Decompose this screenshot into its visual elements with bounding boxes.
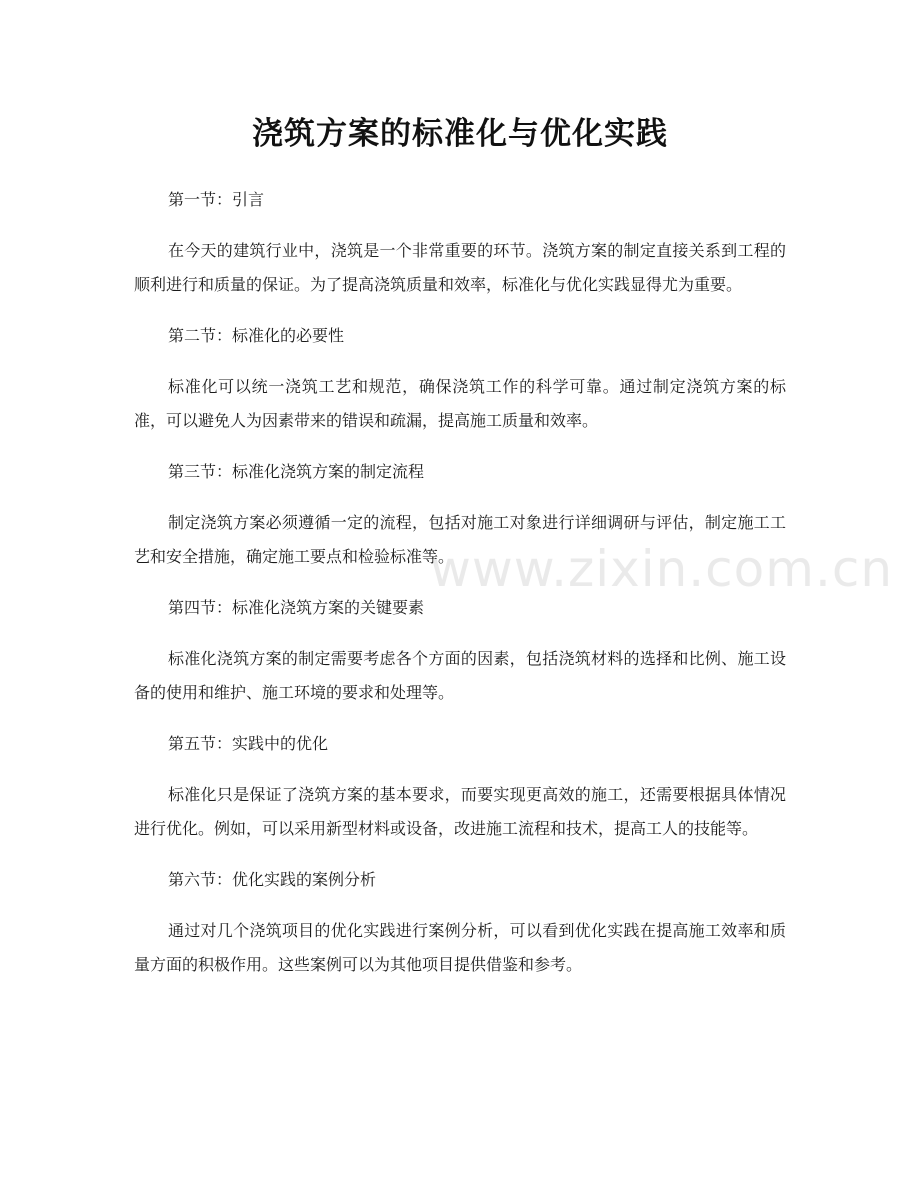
section-paragraph-3: 制定浇筑方案必须遵循一定的流程，包括对施工对象进行详细调研与评估，制定施工工艺和安全措施，确定施工要点和检验标准等。 (134, 513, 786, 566)
section-heading-5: 第五节：实践中的优化 (168, 734, 329, 753)
section-heading-1: 第一节：引言 (168, 190, 265, 209)
section-heading-2: 第二节：标准化的必要性 (168, 326, 345, 345)
section-heading-4: 第四节：标准化浇筑方案的关键要素 (168, 598, 425, 617)
section-paragraph-4: 标准化浇筑方案的制定需要考虑各个方面的因素，包括浇筑材料的选择和比例、施工设备的使用和维护、施工环境的要求和处理等。 (134, 649, 786, 702)
watermark: www.zixin.com.cn (430, 540, 894, 598)
section-paragraph-5: 标准化只是保证了浇筑方案的基本要求，而要实现更高效的施工，还需要根据具体情况进行优化。例如，可以采用新型材料或设备，改进施工流程和技术，提高工人的技能等。 (134, 785, 786, 838)
section-heading-3: 第三节：标准化浇筑方案的制定流程 (168, 462, 425, 481)
document-body (134, 186, 786, 1002)
section-paragraph-2: 标准化可以统一浇筑工艺和规范，确保浇筑工作的科学可靠。通过制定浇筑方案的标准，可以避免人为因素带来的错误和疏漏，提高施工质量和效率。 (134, 377, 786, 430)
section-paragraph-6: 通过对几个浇筑项目的优化实践进行案例分析，可以看到优化实践在提高施工效率和质量方面的积极作用。这些案例可以为其他项目提供借鉴和参考。 (134, 921, 786, 974)
section-heading-6: 第六节：优化实践的案例分析 (168, 870, 377, 889)
section-paragraph-1: 在今天的建筑行业中，浇筑是一个非常重要的环节。浇筑方案的制定直接关系到工程的顺利进行和质量的保证。为了提高浇筑质量和效率，标准化与优化实践显得尤为重要。 (134, 241, 786, 294)
document-title: 浇筑方案的标准化与优化实践 (252, 116, 668, 152)
